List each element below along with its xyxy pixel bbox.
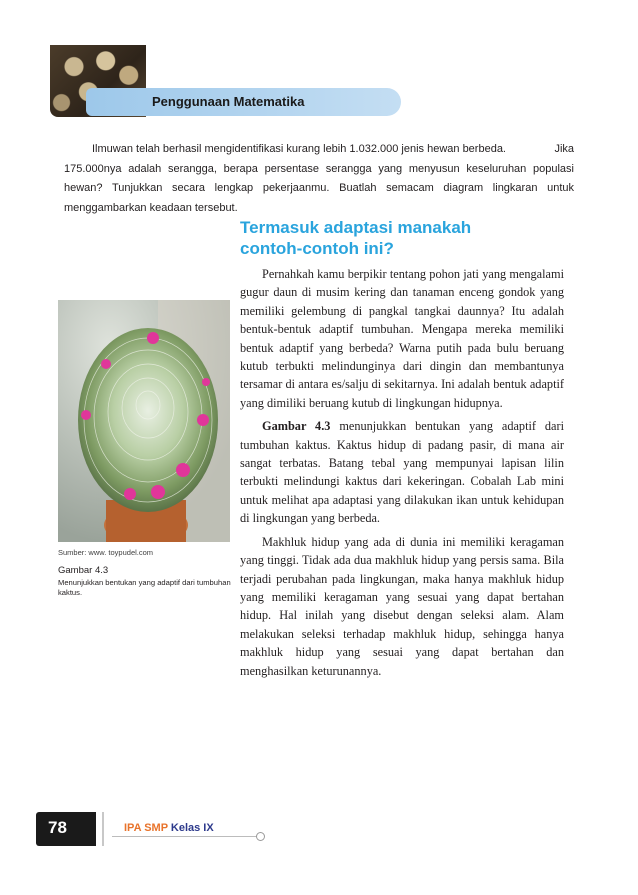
footer-circle-icon bbox=[256, 832, 265, 841]
paragraph-3: Makhluk hidup yang ada di dunia ini memiliki keragaman yang tinggi. Tidak ada dua makhluk hidup yang persis sama. Bila terjadi perubahan pada lingkungan, maka hanya makhluk hidup yang memiliki keragaman yang sesuai yang dapat bertahan hidup. Hal inilah yang disebut dengan seleksi alam. Alam melakukan seleksi terhadap makhluk hidup, sehingga hanya makhluk hidup yang sesuai yang dapat bertahan dan menghasilkan keturunannya. bbox=[240, 534, 564, 678]
book-title-kelas: Kelas IX bbox=[170, 822, 214, 834]
figure-caption-text: Menunjukkan bentukan yang adaptif dari tumbuhan kaktus. bbox=[58, 578, 231, 597]
cactus-photo bbox=[58, 300, 230, 542]
intro-text-1: Ilmuwan telah berhasil mengidentifikasi kurang lebih 1.032.000 jenis hewan berbeda. bbox=[92, 143, 506, 155]
book-title bbox=[124, 822, 214, 834]
image-source: Sumber: www. toypudel.com bbox=[58, 548, 154, 557]
section-title bbox=[240, 217, 570, 259]
footer-divider bbox=[102, 812, 104, 846]
intro-text-2: Jika 175.000nya adalah serangga, berapa persentase serangga yang menyusun keseluruhan populasi hewan? Tunjukkan secara lengkap pekerjaanmu. Buatlah semacam diagram lingkaran untuk menggambarkan keadaan tersebut. bbox=[64, 143, 574, 214]
box-title: Penggunaan Matematika bbox=[152, 94, 305, 109]
figure-reference: Gambar 4.3 bbox=[262, 419, 331, 434]
paragraph-1: Pernahkah kamu berpikir tentang pohon jati yang mengalami gugur daun di musim kering dan tanaman enceng gondok yang memiliki gelembung di pangkal tangkai daunnya? Itu adalah bentuk-bentuk adaptif tumbuhan. Mengapa mereka memiliki bentuk adaptif yang berbeda? Warna putih pada bulu beruang kutub terbukti melindunginya dari dingin dan membantunya tersamar di antara es/salju di sekitarnya. Ini adalah bentuk adaptif yang dimiliki beruang kutub di lingkungan hidupnya. bbox=[240, 267, 564, 410]
cactus-illustration bbox=[58, 300, 230, 542]
section-title-line-1: Termasuk adaptasi manakah bbox=[240, 218, 472, 237]
section-title-line-2: contoh-contoh ini? bbox=[240, 239, 394, 258]
page-number: 78 bbox=[48, 818, 67, 837]
figure-caption-title: Gambar 4.3 bbox=[58, 565, 109, 576]
math-box-text bbox=[64, 140, 574, 218]
paragraph-2-text: menunjukkan bentukan yang adaptif dari tumbuhan kaktus. Kaktus hidup di padang pasir, di mana air sangat terbatas. Batang tebal yang mempunyai lapisan lilin terbukti melindungi kaktus dari kekeringan. Cobalah Lab mini untuk melihat apa adaptasi yang dilakukan ikan untuk kehidupan di lingkungan yang berbeda. bbox=[240, 419, 564, 526]
body-text bbox=[240, 265, 564, 685]
book-title-smp: SMP bbox=[144, 822, 168, 834]
paragraph-2 bbox=[240, 417, 564, 527]
book-title-ipa: IPA bbox=[124, 822, 142, 834]
footer-rule bbox=[112, 836, 258, 837]
